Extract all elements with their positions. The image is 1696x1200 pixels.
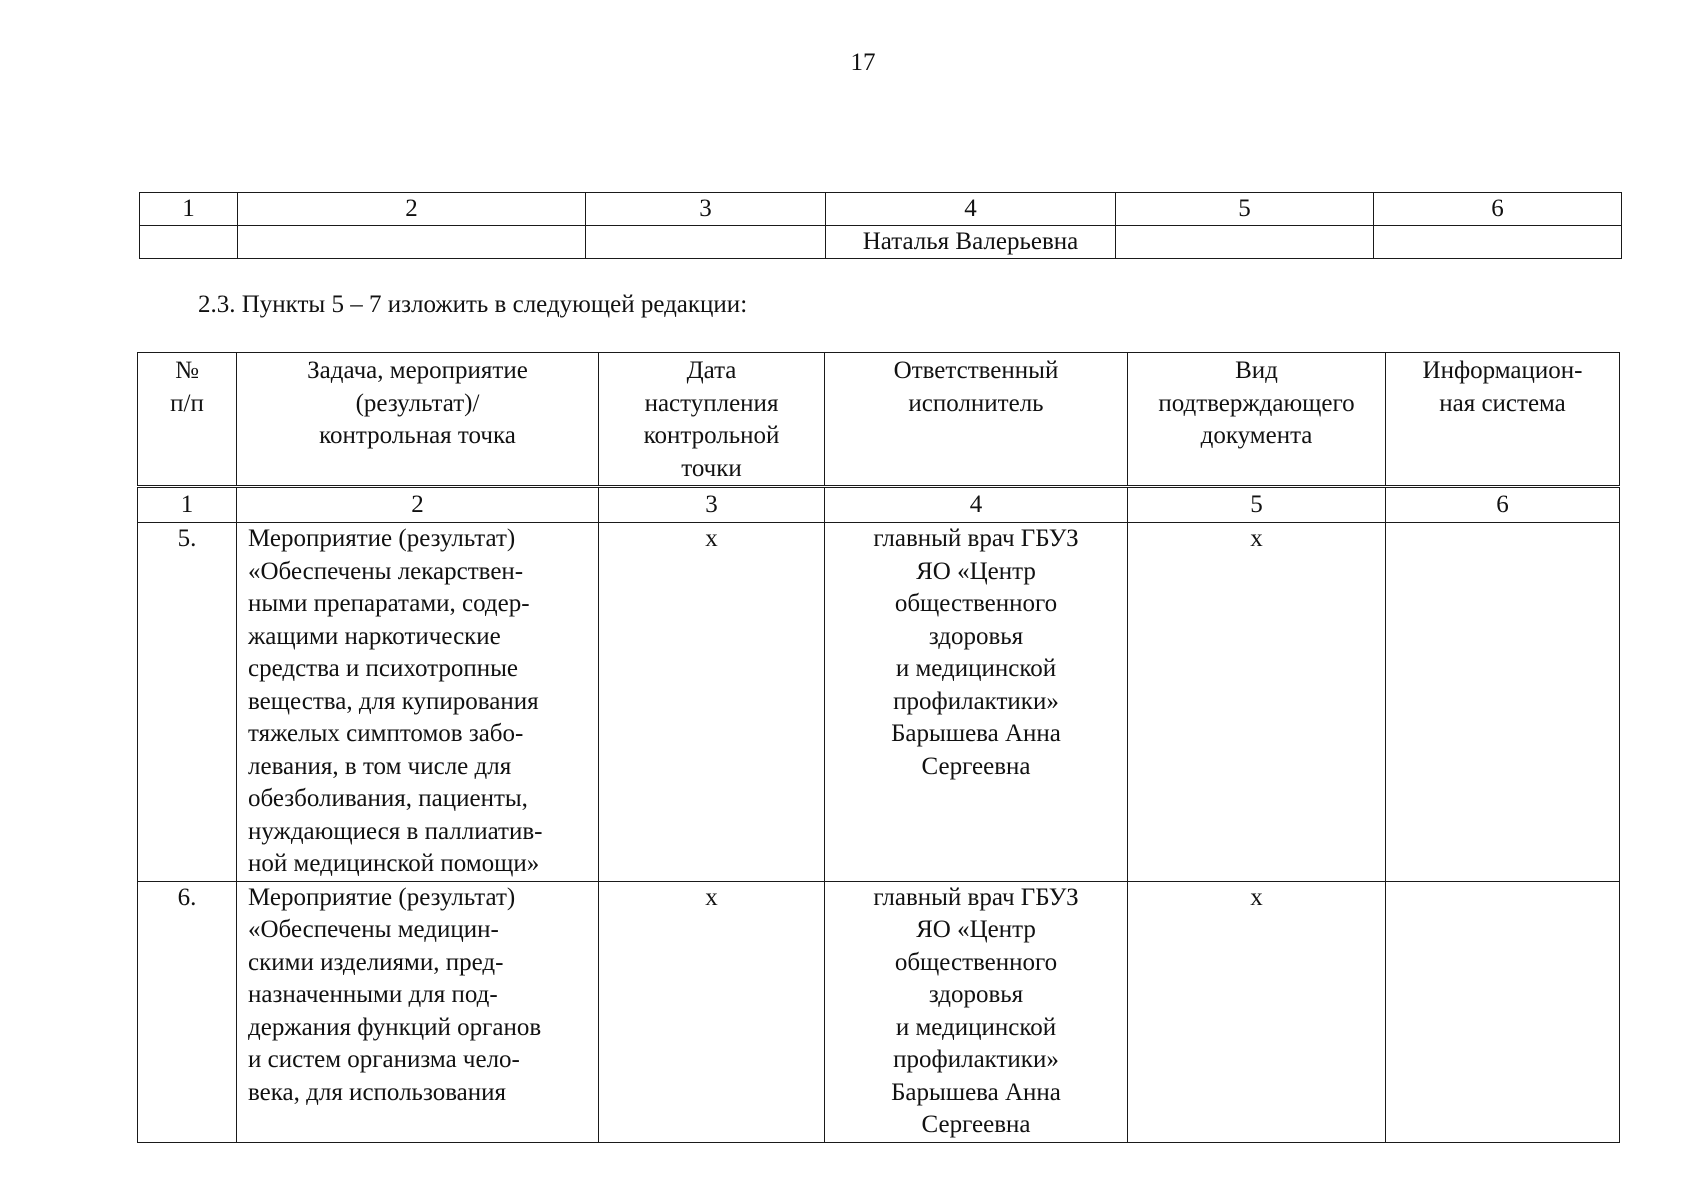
table-row	[140, 226, 1622, 259]
column-number-cell: 1	[140, 193, 238, 226]
column-number-cell: 2	[238, 193, 586, 226]
previous-table-continuation	[139, 192, 1622, 259]
document-type-cell: х	[1128, 881, 1386, 1142]
row-number-cell: 5.	[138, 523, 237, 882]
info-system-cell	[1386, 523, 1620, 882]
task-cell: Мероприятие (результат) «Обеспечены медицин- скими изделиями, пред- назначенными для под- держания функций органов и систем организма чело- века, для использования	[237, 881, 599, 1142]
page-number: 17	[850, 49, 876, 76]
header-info-system: Информацион- ная система	[1386, 353, 1620, 487]
header-row	[138, 353, 1620, 487]
column-number-row	[140, 193, 1622, 226]
header-task: Задача, мероприятие (результат)/ контрольная точка	[237, 353, 599, 487]
table-cell	[586, 226, 826, 259]
row-number-cell: 6.	[138, 881, 237, 1142]
column-number-cell: 5	[1116, 193, 1374, 226]
info-system-cell	[1386, 881, 1620, 1142]
table-row	[138, 881, 1620, 1142]
date-cell: х	[599, 523, 825, 882]
column-number-cell: 1	[138, 487, 237, 523]
header-number: № п/п	[138, 353, 237, 487]
table-row	[138, 523, 1620, 882]
column-number-cell: 3	[586, 193, 826, 226]
document-type-cell: х	[1128, 523, 1386, 882]
column-number-cell: 3	[599, 487, 825, 523]
responsible-cell: главный врач ГБУЗ ЯО «Центр общественного здоровья и медицинской профилактики» Барышева Анна Сергеевна	[825, 881, 1128, 1142]
header-document-type: Вид подтверждающего документа	[1128, 353, 1386, 487]
task-cell: Мероприятие (результат) «Обеспечены лекарствен- ными препаратами, содер- жащими наркотические средства и психотропные вещества, для купирования тяжелых симптомов забо- левания, в том числе для обезболивания, пациенты, нуждающиеся в паллиатив- ной медицинской помощи»	[237, 523, 599, 882]
column-number-cell: 4	[825, 487, 1128, 523]
column-number-cell: 4	[826, 193, 1116, 226]
header-date: Дата наступления контрольной точки	[599, 353, 825, 487]
responsible-cell: главный врач ГБУЗ ЯО «Центр общественного здоровья и медицинской профилактики» Барышева Анна Сергеевна	[825, 523, 1128, 882]
table-cell	[1116, 226, 1374, 259]
responsible-cell: Наталья Валерьевна	[826, 226, 1116, 259]
section-intro-text: 2.3. Пункты 5 – 7 изложить в следующей редакции:	[198, 291, 748, 318]
column-number-row	[138, 487, 1620, 523]
column-number-cell: 5	[1128, 487, 1386, 523]
table-cell	[140, 226, 238, 259]
date-cell: х	[599, 881, 825, 1142]
column-number-cell: 6	[1386, 487, 1620, 523]
table-cell	[238, 226, 586, 259]
table-cell	[1374, 226, 1622, 259]
control-points-table	[137, 352, 1620, 1143]
header-responsible: Ответственный исполнитель	[825, 353, 1128, 487]
column-number-cell: 2	[237, 487, 599, 523]
column-number-cell: 6	[1374, 193, 1622, 226]
